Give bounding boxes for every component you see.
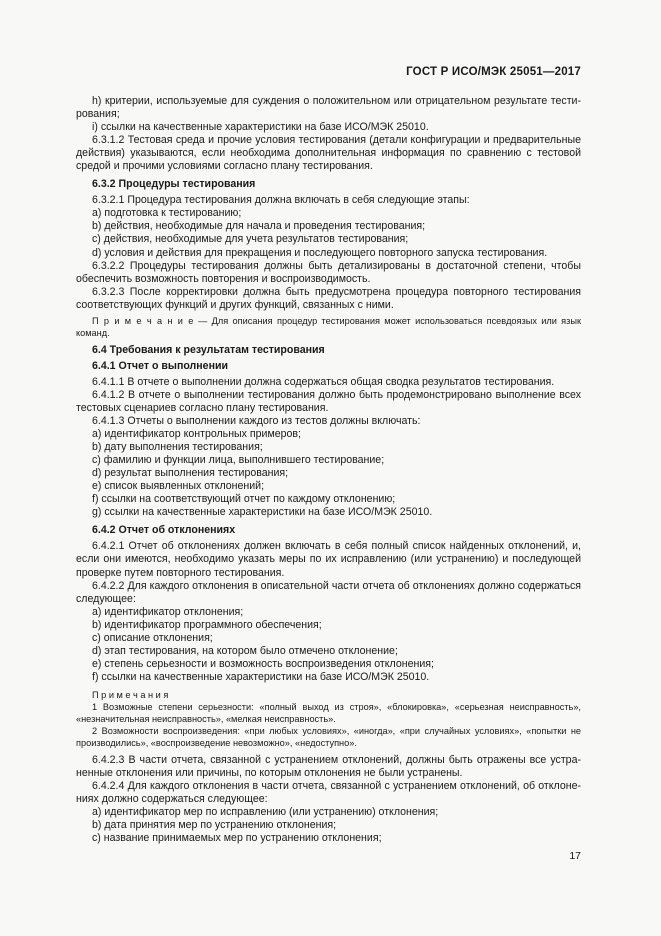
paragraph: 6.4.2.3 В части отчета, связанной с устранением отклонений, должны быть отражены все устраненные отклонения или причины, по которым отклонения не были устранены. (76, 753, 581, 779)
subsection-heading: 6.4.2 Отчет об отклонениях (92, 524, 236, 537)
paragraph: 6.4.2.4 Для каждого отклонения в части отчета, связанной с устранением отклонений, об отклонениях должно содержаться следующее: (76, 780, 581, 806)
paragraph: 6.4.2.2 Для каждого отклонения в описательной части отчета об отклонениях должно содержаться следующее: (76, 579, 581, 605)
list-item: a) идентификатор контрольных примеров; (92, 428, 301, 441)
paragraph: 6.4.1.3 Отчеты о выполнении каждого из тестов должны включать: (92, 414, 421, 427)
list-item: i) ссылки на качественные характеристики на базе ИСО/МЭК 25010. (92, 121, 429, 134)
list-item: a) идентификатор отклонения; (92, 605, 244, 618)
list-item: d) этап тестирования, на котором было отмечено отклонение; (92, 644, 398, 657)
paragraph: 6.3.2.1 Процедура тестирования должна включать в себя следующие этапы: (92, 194, 470, 207)
list-item: h) критерии, используемые для суждения о положительном или отрицательном результате тестирования; (76, 95, 581, 121)
list-item: d) условия и действия для прекращения и последующего повторного запуска тестирования. (92, 246, 548, 259)
note-item: 2 Возможности воспроизведения: «при любых условиях», «иногда», «при случайных условиях», «попытки не производились», «воспроизведение невозможно», «недоступно». (76, 725, 581, 748)
list-item: c) описание отклонения; (92, 631, 213, 644)
paragraph: 6.3.1.2 Тестовая среда и прочие условия тестирования (детали конфигурации и предварительные действия) указываются, если необходима дополнительная информация по сравнению с тестовой средой и прочими условиями согласно плану тестирования. (76, 134, 581, 173)
section-heading: 6.4 Требования к результатам тестирования (92, 343, 325, 356)
note-item: 1 Возможные степени серьезности: «полный выход из строя», «блокировка», «серьезная неисправность», «незначительная неисправность», «мелкая неисправность». (76, 701, 581, 724)
paragraph: 6.3.2.3 После корректировки должна быть предусмотрена процедура повторного тестирования соответствующих функций и других функций, связанных с ними. (76, 285, 581, 311)
list-item: c) название принимаемых мер по устранению отклонения; (92, 832, 382, 845)
list-item: b) дату выполнения тестирования; (92, 441, 263, 454)
list-item: c) действия, необходимые для учета результатов тестирования; (92, 233, 409, 246)
section-heading: 6.3.2 Процедуры тестирования (92, 178, 256, 191)
list-item: e) список выявленных отклонений; (92, 480, 265, 493)
paragraph: 6.4.2.1 Отчет об отклонениях должен включать в себя полный список найденных отклонений, и, если они имеются, необходимо указать меры по их исправлению (или устранению) и последующей проверке путем повторного тестирования. (76, 540, 581, 579)
paragraph: 6.4.1.2 В отчете о выполнении тестирования должно быть продемонстрировано выполнение всех тестовых сценариев согласно плану тестирования. (76, 388, 581, 414)
paragraph: 6.4.1.1 В отчете о выполнении должна содержаться общая сводка результатов тестирования. (92, 375, 555, 388)
notes-label: П р и м е ч а н и я (92, 689, 169, 700)
note-text: — Для описания процедур тестирования может использоваться псевдоязых или язык команд. (76, 315, 581, 338)
document-body (76, 95, 581, 845)
paragraph (76, 95, 581, 121)
list-item: g) ссылки на качественные характеристики на базе ИСО/МЭК 25010. (92, 506, 433, 519)
list-item: f) ссылки на качественные характеристики на базе ИСО/МЭК 25010. (92, 670, 430, 683)
list-item: f) ссылки на соответствующий отчет по каждому отклонению; (92, 493, 396, 506)
list-item: c) фамилию и функции лица, выполнившего тестирование; (92, 454, 385, 467)
standard-header: ГОСТ Р ИСО/МЭК 25051—2017 (406, 66, 581, 78)
list-item: b) дата принятия мер по устранению отклонения; (92, 819, 337, 832)
note (76, 315, 581, 339)
subsection-heading: 6.4.1 Отчет о выполнении (92, 359, 228, 372)
list-item: a) подготовка к тестированию; (92, 207, 242, 220)
paragraph: 6.3.2.2 Процедуры тестирования должны быть детализированы в достаточной степени, чтобы обеспечить возможность повторения и воспроизводимость. (76, 259, 581, 285)
list-item: b) действия, необходимые для начала и проведения тестирования; (92, 220, 426, 233)
note-label: П р и м е ч а н и е (92, 315, 194, 326)
list-item: e) степень серьезности и возможность воспроизведения отклонения; (92, 657, 434, 670)
list-item: b) идентификатор программного обеспечения; (92, 618, 322, 631)
page-number: 17 (569, 850, 581, 862)
list-item: d) результат выполнения тестирования; (92, 467, 289, 480)
list-item: a) идентификатор мер по исправлению (или устранению) отклонения; (92, 806, 439, 819)
